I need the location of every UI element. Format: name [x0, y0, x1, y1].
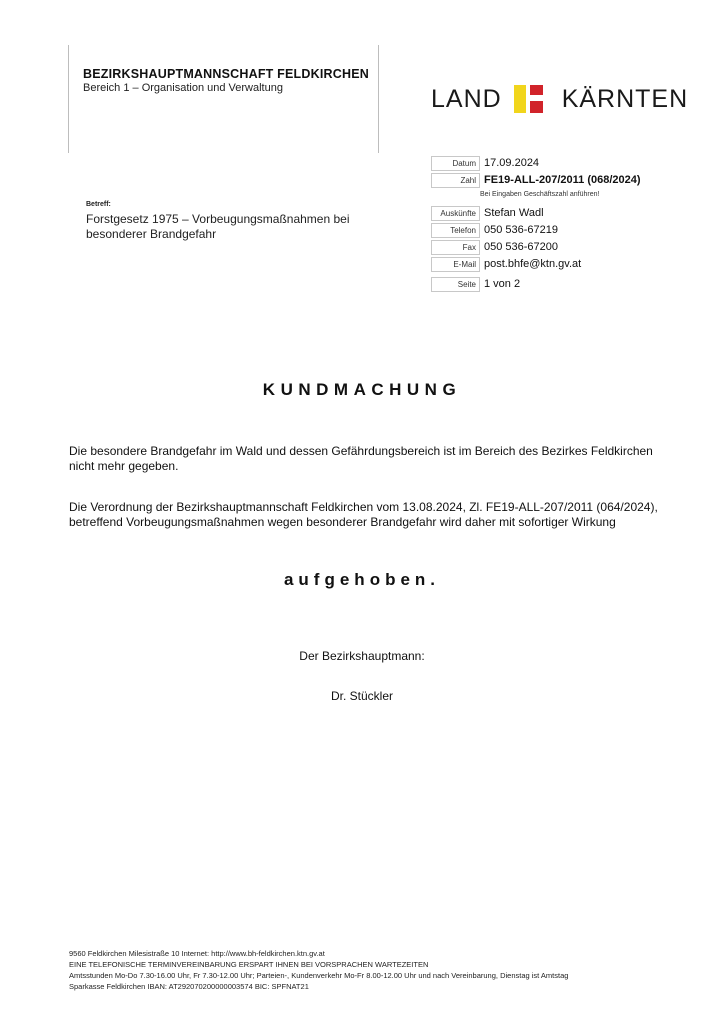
org-department: Bereich 1 – Organisation und Verwaltung	[83, 82, 283, 94]
value-email[interactable]: post.bhfe@ktn.gv.at	[484, 258, 582, 270]
header-left-rule	[68, 45, 69, 153]
value-fax: 050 536-67200	[484, 241, 559, 253]
subject-text: Forstgesetz 1975 – Vorbeugungsmaßnahmen bei besonderer Brandgefahr	[86, 212, 350, 241]
signatory-title: Der Bezirkshauptmann:	[299, 649, 425, 663]
info-row-seite	[431, 276, 641, 292]
footer-address: 9560 Feldkirchen Milesistraße 10 Internet: http://www.bh-feldkirchen.ktn.gv.at	[69, 949, 325, 958]
label-auskuenfte: Auskünfte	[431, 206, 480, 221]
label-email: E-Mail	[431, 257, 480, 272]
org-name: BEZIRKSHAUPTMANNSCHAFT FELDKIRCHEN	[83, 67, 369, 81]
info-row-datum	[431, 155, 641, 171]
zahl-note: Bei Eingaben Geschäftszahl anführen!	[480, 191, 600, 198]
signatory-name: Dr. Stückler	[330, 689, 393, 703]
header-right-rule	[378, 45, 379, 153]
value-auskuenfte: Stefan Wadl	[484, 207, 544, 219]
logo-red-block-top	[530, 85, 543, 95]
paragraph-1: Die besondere Brandgefahr im Wald und dessen Gefährdungsbereich ist im Bereich des Bezirkes Feldkirchen nicht mehr gegeben.	[69, 444, 653, 473]
info-row-telefon	[431, 222, 641, 238]
footer-bank: Sparkasse Feldkirchen IBAN: AT292070200000003574 BIC: SPFNAT21	[69, 982, 309, 991]
label-fax: Fax	[431, 240, 480, 255]
info-row-fax	[431, 239, 641, 255]
value-datum: 17.09.2024	[484, 157, 540, 169]
subject-label: Betreff:	[86, 201, 111, 208]
land-kaernten-logo	[431, 83, 688, 115]
emphasis-aufgehoben: aufgehoben.	[283, 570, 441, 589]
logo-red-block-bottom	[530, 101, 543, 113]
document-heading: KUNDMACHUNG	[262, 380, 462, 399]
value-telefon: 050 536-67219	[484, 224, 559, 236]
logo-text-land: LAND	[431, 84, 502, 113]
label-datum: Datum	[431, 156, 480, 171]
info-row-auskuenfte	[431, 205, 641, 221]
footer-office-hours: Amtsstunden Mo-Do 7.30-16.00 Uhr, Fr 7.30-12.00 Uhr; Parteien-, Kundenverkehr Mo-Fr 8.00-12.00 Uhr und nach Vereinbarung, Dienstag ist Amtstag	[69, 971, 569, 980]
logo-yellow-bar	[514, 85, 526, 113]
paragraph-2: Die Verordnung der Bezirkshauptmannschaft Feldkirchen vom 13.08.2024, Zl. FE19-ALL-207/2011 (064/2024), betreffend Vorbeugungsmaßnahmen wegen besonderer Brandgefahr wird daher mit sofortiger Wirkung	[69, 500, 658, 529]
info-row-email	[431, 256, 641, 272]
value-seite: 1 von 2	[484, 278, 521, 290]
footer	[69, 948, 568, 992]
info-block	[431, 155, 641, 293]
value-zahl: FE19-ALL-207/2011 (068/2024)	[484, 174, 641, 186]
footer-notice: EINE TELEFONISCHE TERMINVEREINBARUNG ERSPART IHNEN BEI VORSPRACHEN WARTEZEITEN	[69, 960, 429, 969]
label-seite: Seite	[431, 277, 480, 292]
label-zahl: Zahl	[431, 173, 480, 188]
label-telefon: Telefon	[431, 223, 480, 238]
info-row-zahl	[431, 172, 641, 188]
coat-of-arms-mark-icon	[514, 85, 548, 113]
logo-text-kaernten: KÄRNTEN	[561, 84, 689, 113]
